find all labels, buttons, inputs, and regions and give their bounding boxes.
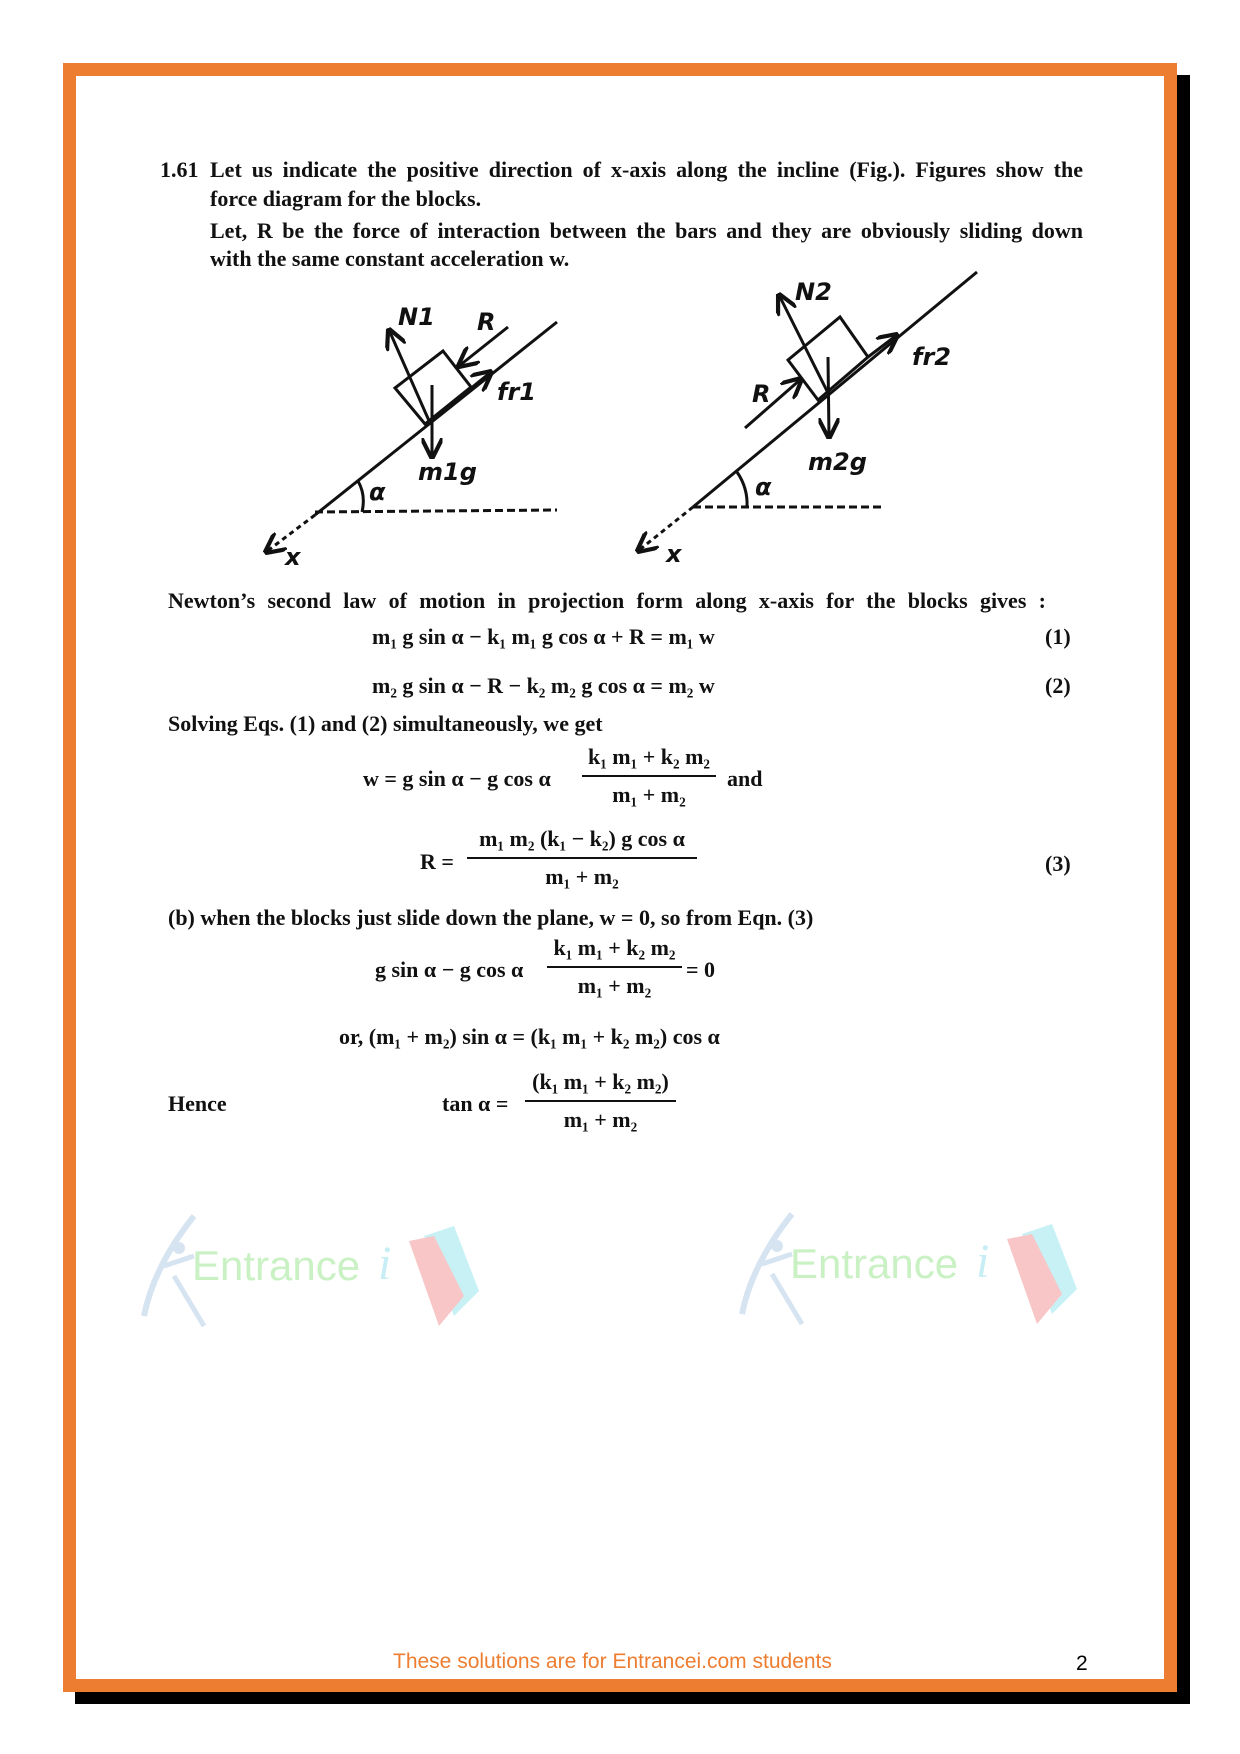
label-n2: N2: [795, 278, 832, 306]
b-fraction: [547, 935, 682, 999]
watermark-text: Entrance: [790, 1240, 959, 1287]
r-denominator: m₁ + m₂: [545, 864, 619, 889]
label-r2: R: [752, 380, 771, 408]
friction-force-arrow: [470, 372, 491, 389]
angle-arc: [358, 481, 363, 512]
problem-line-4: with the same constant acceleration w.: [210, 246, 570, 271]
label-x-1: x: [285, 543, 301, 571]
tan-numerator: (k₁ m₁ + k₂ m₂): [532, 1069, 669, 1094]
b-equation-rhs: = 0: [686, 957, 716, 982]
label-angle-2: α: [755, 473, 772, 501]
diagram-block-1: [266, 322, 557, 552]
tan-fraction: [525, 1069, 676, 1133]
equation-2: m₂ g sin α − R − k₂ m₂ g cos α = m₂ w: [372, 673, 715, 698]
problem-number: 1.61: [160, 157, 199, 182]
b-numerator: k₁ m₁ + k₂ m₂: [553, 935, 676, 960]
part-b-line: (b) when the blocks just slide down the plane, w = 0, so from Eqn. (3): [168, 905, 814, 930]
equation-1-label: (1): [1045, 624, 1071, 649]
diagram-block-2: [638, 272, 977, 551]
friction-force-arrow: [868, 335, 897, 357]
page-number: 2: [1076, 1652, 1088, 1675]
label-n1: N1: [398, 303, 435, 331]
problem-line-2: force diagram for the blocks.: [210, 186, 482, 211]
w-numerator: k₁ m₁ + k₂ m₂: [587, 744, 711, 769]
label-m2g: m2g: [808, 448, 867, 476]
normal-force-arrow: [389, 330, 430, 423]
newton-line: Newton’s second law of motion in projection form along x-axis for the blocks gives :: [168, 588, 1046, 613]
or-line: or, (m₁ + m₂) sin α = (k₁ m₁ + k₂ m₂) cos α: [339, 1024, 720, 1049]
b-denominator: m₁ + m₂: [577, 973, 652, 998]
r-equation-lhs: R =: [420, 849, 454, 874]
label-x-2: x: [666, 540, 682, 568]
equation-3-label: (3): [1045, 851, 1071, 876]
horizontal-dashed: [315, 510, 557, 512]
fraction-bar: [582, 775, 716, 777]
w-denominator: m₁ + m₂: [612, 782, 686, 807]
equation-1: m₁ g sin α − k₁ m₁ g cos α + R = m₁ w: [372, 624, 715, 649]
angle-arc: [737, 472, 747, 507]
r-fraction: [467, 826, 697, 890]
watermark-i: i: [976, 1235, 990, 1288]
footer-text: These solutions are for Entrancei.com students: [393, 1650, 832, 1673]
fraction-bar: [525, 1100, 676, 1102]
w-and: and: [727, 766, 763, 791]
hence-label: Hence: [168, 1091, 227, 1116]
fraction-bar: [467, 857, 697, 859]
fraction-bar: [547, 966, 682, 968]
label-r1: R: [477, 308, 496, 336]
b-equation-lhs: g sin α − g cos α: [375, 957, 524, 982]
incline-line: [315, 322, 557, 515]
w-equation-lhs: w = g sin α − g cos α: [363, 766, 551, 791]
r-numerator: m₁ m₂ (k₁ − k₂) g cos α: [479, 826, 685, 851]
weight-arrow: [828, 357, 829, 437]
label-fr2: fr2: [912, 343, 951, 371]
watermark-text: Entrance: [192, 1242, 361, 1289]
watermark-i: i: [378, 1237, 392, 1290]
label-angle-1: α: [369, 478, 386, 506]
w-fraction: [582, 744, 716, 808]
tan-equation-lhs: tan α =: [442, 1091, 509, 1116]
tan-denominator: m₁ + m₂: [563, 1107, 638, 1132]
label-fr1: fr1: [497, 378, 536, 406]
equation-2-label: (2): [1045, 673, 1071, 698]
solving-line: Solving Eqs. (1) and (2) simultaneously, we get: [168, 711, 603, 736]
label-m1g: m1g: [418, 458, 477, 486]
problem-line-1: Let us indicate the positive direction of x-axis along the incline (Fig.). Figures show the: [210, 157, 1083, 182]
problem-line-3: Let, R be the force of interaction between the bars and they are obviously sliding down: [210, 218, 1083, 243]
